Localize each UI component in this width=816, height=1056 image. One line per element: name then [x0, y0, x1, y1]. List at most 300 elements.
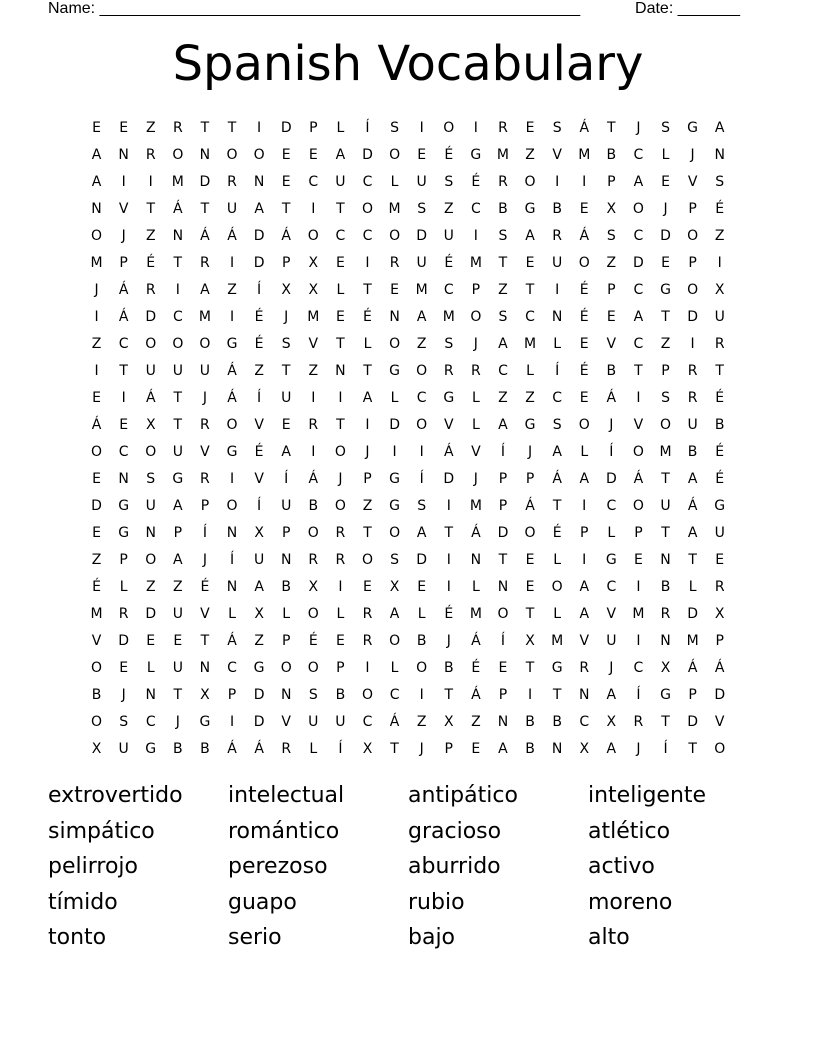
grid-letter[interactable]: V [471, 443, 481, 460]
grid-letter[interactable]: N [145, 524, 156, 541]
grid-letter[interactable]: U [416, 254, 427, 271]
grid-letter[interactable]: O [632, 443, 644, 460]
grid-letter[interactable]: T [661, 524, 670, 541]
grid-letter[interactable]: V [606, 335, 617, 352]
grid-letter[interactable]: O [226, 146, 238, 163]
grid-letter[interactable]: Á [552, 470, 562, 487]
grid-letter[interactable]: B [173, 740, 183, 757]
grid-letter[interactable]: S [308, 686, 318, 703]
grid-letter[interactable]: S [390, 551, 400, 568]
grid-letter[interactable]: C [633, 335, 644, 352]
grid-letter[interactable]: J [527, 443, 533, 460]
grid-letter[interactable]: I [582, 551, 587, 568]
grid-letter[interactable]: U [335, 713, 346, 730]
grid-letter[interactable]: I [527, 686, 533, 703]
grid-letter[interactable]: X [714, 281, 725, 298]
grid-letter[interactable]: O [145, 443, 157, 460]
grid-letter[interactable]: O [578, 254, 590, 271]
grid-letter[interactable]: O [389, 335, 401, 352]
grid-letter[interactable]: J [121, 686, 126, 703]
grid-letter[interactable]: S [661, 119, 670, 136]
grid-letter[interactable]: L [553, 605, 562, 622]
grid-letter[interactable]: X [525, 632, 535, 649]
grid-letter[interactable]: S [146, 470, 156, 487]
grid-letter[interactable]: P [715, 632, 724, 649]
grid-letter[interactable]: D [605, 470, 617, 487]
grid-letter[interactable]: B [660, 578, 671, 595]
grid-letter[interactable]: É [92, 578, 101, 595]
grid-letter[interactable]: I [365, 659, 370, 676]
grid-letter[interactable]: J [175, 713, 180, 730]
grid-letter[interactable]: N [335, 362, 346, 379]
grid-letter[interactable]: Z [416, 335, 427, 352]
grid-letter[interactable]: G [226, 335, 238, 352]
grid-letter[interactable]: D [497, 524, 509, 541]
grid-letter[interactable]: X [579, 740, 590, 757]
grid-letter[interactable]: V [118, 200, 129, 217]
grid-letter[interactable]: E [146, 632, 156, 649]
grid-letter[interactable]: V [443, 416, 454, 433]
grid-letter[interactable]: L [553, 335, 562, 352]
grid-letter[interactable]: I [582, 173, 587, 190]
grid-letter[interactable]: Á [606, 389, 617, 406]
grid-letter[interactable]: B [416, 632, 427, 649]
grid-letter[interactable]: É [471, 173, 481, 190]
grid-letter[interactable]: É [254, 308, 264, 325]
grid-letter[interactable]: T [661, 713, 670, 730]
grid-letter[interactable]: S [417, 200, 427, 217]
grid-letter[interactable]: X [254, 524, 264, 541]
grid-letter[interactable]: V [633, 416, 644, 433]
grid-letter[interactable]: Z [145, 119, 156, 136]
grid-letter[interactable]: U [199, 362, 211, 379]
grid-letter[interactable]: L [607, 524, 616, 541]
grid-letter[interactable]: T [363, 362, 372, 379]
grid-letter[interactable]: N [389, 308, 400, 325]
grid-letter[interactable]: S [444, 173, 454, 190]
grid-letter[interactable]: Z [606, 254, 617, 271]
grid-letter[interactable]: I [94, 308, 99, 325]
grid-letter[interactable]: X [254, 605, 264, 622]
grid-letter[interactable]: O [280, 659, 292, 676]
grid-letter[interactable]: R [200, 254, 210, 271]
grid-letter[interactable]: P [336, 659, 345, 676]
grid-letter[interactable]: S [444, 335, 454, 352]
grid-letter[interactable]: A [579, 605, 590, 622]
grid-letter[interactable]: O [361, 551, 373, 568]
grid-letter[interactable]: X [660, 659, 671, 676]
grid-letter[interactable]: Á [227, 362, 237, 379]
grid-letter[interactable]: P [200, 497, 210, 514]
grid-letter[interactable]: B [308, 497, 319, 514]
grid-letter[interactable]: I [311, 443, 316, 460]
grid-letter[interactable]: V [254, 470, 264, 487]
grid-letter[interactable]: A [606, 686, 617, 703]
grid-letter[interactable]: C [633, 281, 644, 298]
grid-letter[interactable]: V [687, 173, 698, 190]
grid-letter[interactable]: C [498, 362, 508, 379]
grid-letter[interactable]: B [552, 200, 562, 217]
grid-letter[interactable]: S [661, 389, 670, 406]
grid-letter[interactable]: Á [145, 389, 156, 406]
grid-letter[interactable]: I [94, 362, 99, 379]
grid-letter[interactable]: O [307, 524, 319, 541]
grid-letter[interactable]: Á [173, 200, 183, 217]
grid-letter[interactable]: A [200, 281, 210, 298]
grid-letter[interactable]: E [119, 416, 129, 433]
grid-letter[interactable]: B [687, 443, 698, 460]
grid-letter[interactable]: Z [714, 227, 725, 244]
grid-letter[interactable]: T [498, 254, 508, 271]
grid-letter[interactable]: N [660, 551, 671, 568]
grid-letter[interactable]: O [145, 551, 157, 568]
grid-letter[interactable]: T [444, 524, 454, 541]
grid-letter[interactable]: S [390, 119, 400, 136]
grid-letter[interactable]: T [688, 551, 697, 568]
grid-letter[interactable]: M [198, 308, 211, 325]
grid-letter[interactable]: Í [338, 740, 343, 757]
grid-letter[interactable]: E [119, 659, 129, 676]
grid-letter[interactable]: E [417, 146, 427, 163]
grid-letter[interactable]: L [336, 119, 345, 136]
grid-letter[interactable]: O [389, 632, 401, 649]
grid-letter[interactable]: U [172, 605, 183, 622]
grid-letter[interactable]: N [253, 173, 265, 190]
grid-letter[interactable]: G [687, 119, 699, 136]
grid-letter[interactable]: S [119, 713, 129, 730]
grid-letter[interactable]: C [606, 578, 617, 595]
grid-letter[interactable]: C [118, 335, 129, 352]
grid-letter[interactable]: O [416, 659, 428, 676]
grid-letter[interactable]: B [714, 416, 725, 433]
grid-letter[interactable]: N [551, 740, 563, 757]
grid-letter[interactable]: M [632, 605, 645, 622]
grid-letter[interactable]: U [281, 389, 292, 406]
grid-letter[interactable]: P [498, 470, 508, 487]
grid-letter[interactable]: V [254, 416, 264, 433]
grid-letter[interactable]: I [392, 443, 397, 460]
grid-letter[interactable]: M [307, 308, 320, 325]
grid-letter[interactable]: I [229, 254, 235, 271]
grid-letter[interactable]: C [416, 389, 427, 406]
grid-letter[interactable]: Z [145, 578, 156, 595]
grid-letter[interactable]: A [281, 443, 291, 460]
grid-letter[interactable]: D [253, 227, 265, 244]
grid-letter[interactable]: J [446, 632, 451, 649]
grid-letter[interactable]: P [281, 632, 291, 649]
grid-letter[interactable]: U [416, 173, 427, 190]
grid-letter[interactable]: D [389, 416, 400, 433]
grid-letter[interactable]: Á [91, 416, 102, 433]
grid-letter[interactable]: O [91, 443, 103, 460]
grid-letter[interactable]: O [416, 362, 428, 379]
grid-letter[interactable]: L [526, 362, 534, 379]
grid-letter[interactable]: D [280, 119, 292, 136]
grid-letter[interactable]: C [362, 713, 373, 730]
grid-letter[interactable]: T [715, 362, 724, 379]
grid-letter[interactable]: B [606, 146, 617, 163]
grid-letter[interactable]: A [687, 470, 698, 487]
grid-letter[interactable]: G [118, 497, 130, 514]
grid-letter[interactable]: Z [308, 362, 319, 379]
grid-letter[interactable]: N [497, 578, 509, 595]
grid-letter[interactable]: O [443, 119, 455, 136]
grid-letter[interactable]: D [145, 605, 157, 622]
grid-letter[interactable]: O [226, 497, 238, 514]
grid-letter[interactable]: X [606, 713, 617, 730]
grid-letter[interactable]: I [257, 119, 262, 136]
grid-letter[interactable]: Á [227, 740, 237, 757]
grid-letter[interactable]: T [173, 254, 183, 271]
grid-letter[interactable]: Z [498, 389, 508, 406]
grid-letter[interactable]: I [473, 119, 478, 136]
grid-letter[interactable]: E [281, 146, 291, 163]
grid-letter[interactable]: Z [362, 497, 373, 514]
grid-letter[interactable]: T [336, 335, 345, 352]
grid-letter[interactable]: Á [200, 227, 210, 244]
grid-letter[interactable]: T [363, 524, 372, 541]
grid-letter[interactable]: S [417, 497, 427, 514]
grid-letter[interactable]: G [551, 659, 563, 676]
grid-letter[interactable]: R [145, 146, 156, 163]
grid-letter[interactable]: O [687, 227, 699, 244]
grid-letter[interactable]: C [335, 227, 346, 244]
grid-letter[interactable]: É [146, 254, 156, 271]
grid-letter[interactable]: J [473, 470, 478, 487]
grid-letter[interactable]: É [444, 146, 454, 163]
grid-letter[interactable]: X [200, 686, 210, 703]
grid-letter[interactable]: Á [687, 659, 698, 676]
grid-letter[interactable]: N [551, 308, 563, 325]
grid-letter[interactable]: M [90, 605, 103, 622]
grid-letter[interactable]: O [307, 227, 319, 244]
grid-letter[interactable]: U [443, 227, 454, 244]
grid-letter[interactable]: D [416, 551, 428, 568]
grid-letter[interactable]: I [419, 686, 424, 703]
grid-letter[interactable]: L [553, 551, 562, 568]
grid-letter[interactable]: O [551, 578, 563, 595]
grid-letter[interactable]: E [119, 119, 129, 136]
grid-letter[interactable]: U [118, 740, 129, 757]
grid-letter[interactable]: M [442, 308, 455, 325]
grid-letter[interactable]: O [361, 200, 373, 217]
grid-letter[interactable]: B [525, 713, 535, 730]
grid-letter[interactable]: G [253, 659, 265, 676]
grid-letter[interactable]: G [660, 686, 671, 703]
grid-letter[interactable]: C [633, 146, 644, 163]
grid-letter[interactable]: D [443, 470, 455, 487]
grid-letter[interactable]: E [579, 200, 589, 217]
grid-letter[interactable]: T [173, 389, 183, 406]
grid-letter[interactable]: X [443, 713, 454, 730]
grid-letter[interactable]: A [687, 524, 698, 541]
grid-letter[interactable]: P [471, 281, 481, 298]
grid-letter[interactable]: R [633, 713, 644, 730]
grid-letter[interactable]: O [714, 740, 726, 757]
grid-letter[interactable]: O [524, 173, 536, 190]
grid-letter[interactable]: Í [257, 497, 262, 514]
grid-letter[interactable]: C [470, 200, 481, 217]
grid-letter[interactable]: N [660, 632, 671, 649]
grid-letter[interactable]: N [280, 551, 292, 568]
grid-letter[interactable]: A [254, 200, 264, 217]
grid-letter[interactable]: M [388, 200, 401, 217]
grid-letter[interactable]: R [362, 632, 373, 649]
grid-letter[interactable]: C [633, 227, 644, 244]
grid-letter[interactable]: O [172, 335, 184, 352]
grid-letter[interactable]: Í [636, 686, 641, 703]
grid-letter[interactable]: E [579, 389, 589, 406]
grid-letter[interactable]: T [390, 740, 399, 757]
grid-letter[interactable]: O [660, 416, 672, 433]
grid-letter[interactable]: G [118, 524, 130, 541]
grid-letter[interactable]: N [470, 551, 482, 568]
grid-letter[interactable]: Á [579, 227, 590, 244]
grid-letter[interactable]: E [335, 308, 345, 325]
grid-letter[interactable]: M [578, 146, 591, 163]
grid-letter[interactable]: G [714, 497, 726, 514]
grid-letter[interactable]: R [145, 281, 156, 298]
grid-letter[interactable]: N [497, 713, 509, 730]
grid-letter[interactable]: J [419, 740, 424, 757]
grid-letter[interactable]: E [579, 335, 589, 352]
grid-letter[interactable]: I [419, 119, 424, 136]
grid-letter[interactable]: A [498, 740, 508, 757]
grid-letter[interactable]: T [363, 281, 372, 298]
grid-letter[interactable]: Z [254, 632, 264, 649]
grid-letter[interactable]: Á [471, 524, 481, 541]
grid-letter[interactable]: D [714, 686, 726, 703]
grid-letter[interactable]: É [715, 200, 725, 217]
grid-letter[interactable]: U [172, 443, 183, 460]
grid-letter[interactable]: J [473, 335, 478, 352]
grid-letter[interactable]: R [200, 470, 210, 487]
date-field[interactable]: Date: _______ [635, 0, 740, 17]
grid-letter[interactable]: Á [227, 632, 237, 649]
grid-letter[interactable]: Z [416, 713, 427, 730]
grid-letter[interactable]: É [579, 281, 589, 298]
grid-letter[interactable]: Á [525, 497, 535, 514]
grid-letter[interactable]: O [91, 713, 103, 730]
grid-letter[interactable]: O [361, 686, 373, 703]
grid-letter[interactable]: I [636, 578, 641, 595]
grid-letter[interactable]: L [336, 281, 345, 298]
grid-letter[interactable]: B [443, 659, 454, 676]
grid-letter[interactable]: Z [660, 335, 671, 352]
grid-letter[interactable]: Z [471, 713, 481, 730]
grid-letter[interactable]: R [498, 119, 508, 136]
grid-letter[interactable]: A [606, 740, 617, 757]
grid-letter[interactable]: P [173, 524, 183, 541]
grid-letter[interactable]: X [308, 254, 319, 271]
grid-letter[interactable]: A [552, 443, 562, 460]
grid-letter[interactable]: S [552, 416, 562, 433]
grid-letter[interactable]: T [444, 686, 454, 703]
grid-letter[interactable]: J [609, 416, 614, 433]
grid-letter[interactable]: L [580, 443, 589, 460]
grid-letter[interactable]: É [471, 659, 481, 676]
grid-letter[interactable]: M [659, 443, 672, 460]
grid-letter[interactable]: E [715, 551, 725, 568]
grid-letter[interactable]: E [363, 578, 372, 595]
grid-letter[interactable]: Z [227, 281, 237, 298]
grid-letter[interactable]: A [633, 308, 644, 325]
grid-letter[interactable]: Z [145, 227, 156, 244]
grid-letter[interactable]: P [607, 281, 616, 298]
grid-letter[interactable]: C [362, 227, 373, 244]
grid-letter[interactable]: E [661, 173, 670, 190]
grid-letter[interactable]: X [308, 578, 319, 595]
grid-letter[interactable]: V [579, 632, 590, 649]
grid-letter[interactable]: E [525, 578, 535, 595]
name-field[interactable]: Name: ______________________________________________________ [48, 0, 581, 17]
grid-letter[interactable]: T [634, 362, 643, 379]
grid-letter[interactable]: I [555, 173, 560, 190]
grid-letter[interactable]: Z [443, 200, 454, 217]
grid-letter[interactable]: É [254, 443, 264, 460]
grid-letter[interactable]: Í [202, 524, 207, 541]
grid-letter[interactable]: P [525, 470, 535, 487]
grid-letter[interactable]: L [390, 389, 399, 406]
grid-letter[interactable]: I [690, 335, 695, 352]
grid-letter[interactable]: S [552, 119, 562, 136]
grid-letter[interactable]: O [389, 524, 401, 541]
grid-letter[interactable]: A [91, 146, 102, 163]
grid-letter[interactable]: Á [443, 443, 454, 460]
grid-letter[interactable]: O [172, 146, 184, 163]
grid-letter[interactable]: P [281, 524, 291, 541]
grid-letter[interactable]: T [498, 551, 508, 568]
grid-letter[interactable]: U [308, 713, 319, 730]
grid-letter[interactable]: G [199, 713, 211, 730]
grid-letter[interactable]: C [606, 497, 617, 514]
grid-letter[interactable]: T [552, 497, 562, 514]
grid-letter[interactable]: T [688, 740, 697, 757]
grid-letter[interactable]: G [389, 470, 400, 487]
grid-letter[interactable]: A [173, 497, 183, 514]
grid-letter[interactable]: C [308, 173, 319, 190]
grid-letter[interactable]: G [524, 416, 536, 433]
grid-letter[interactable]: L [471, 416, 480, 433]
grid-letter[interactable]: I [636, 632, 641, 649]
grid-letter[interactable]: O [145, 335, 157, 352]
grid-letter[interactable]: I [338, 578, 343, 595]
grid-letter[interactable]: D [362, 146, 373, 163]
grid-letter[interactable]: V [281, 713, 291, 730]
grid-letter[interactable]: G [145, 740, 157, 757]
grid-letter[interactable]: S [715, 173, 725, 190]
grid-letter[interactable]: R [660, 605, 671, 622]
grid-letter[interactable]: É [579, 308, 589, 325]
grid-letter[interactable]: I [121, 173, 126, 190]
grid-letter[interactable]: L [688, 578, 697, 595]
grid-letter[interactable]: I [717, 254, 722, 271]
grid-letter[interactable]: G [172, 470, 184, 487]
grid-letter[interactable]: U [172, 659, 183, 676]
grid-letter[interactable]: O [199, 335, 211, 352]
grid-letter[interactable]: É [552, 524, 562, 541]
grid-letter[interactable]: M [551, 632, 564, 649]
grid-letter[interactable]: B [281, 578, 291, 595]
grid-letter[interactable]: E [417, 578, 427, 595]
grid-letter[interactable]: O [632, 497, 644, 514]
grid-letter[interactable]: T [525, 605, 535, 622]
grid-letter[interactable]: B [525, 740, 535, 757]
grid-letter[interactable]: U [552, 254, 563, 271]
grid-letter[interactable]: T [200, 200, 210, 217]
grid-letter[interactable]: V [91, 632, 102, 649]
grid-letter[interactable]: O [632, 200, 644, 217]
